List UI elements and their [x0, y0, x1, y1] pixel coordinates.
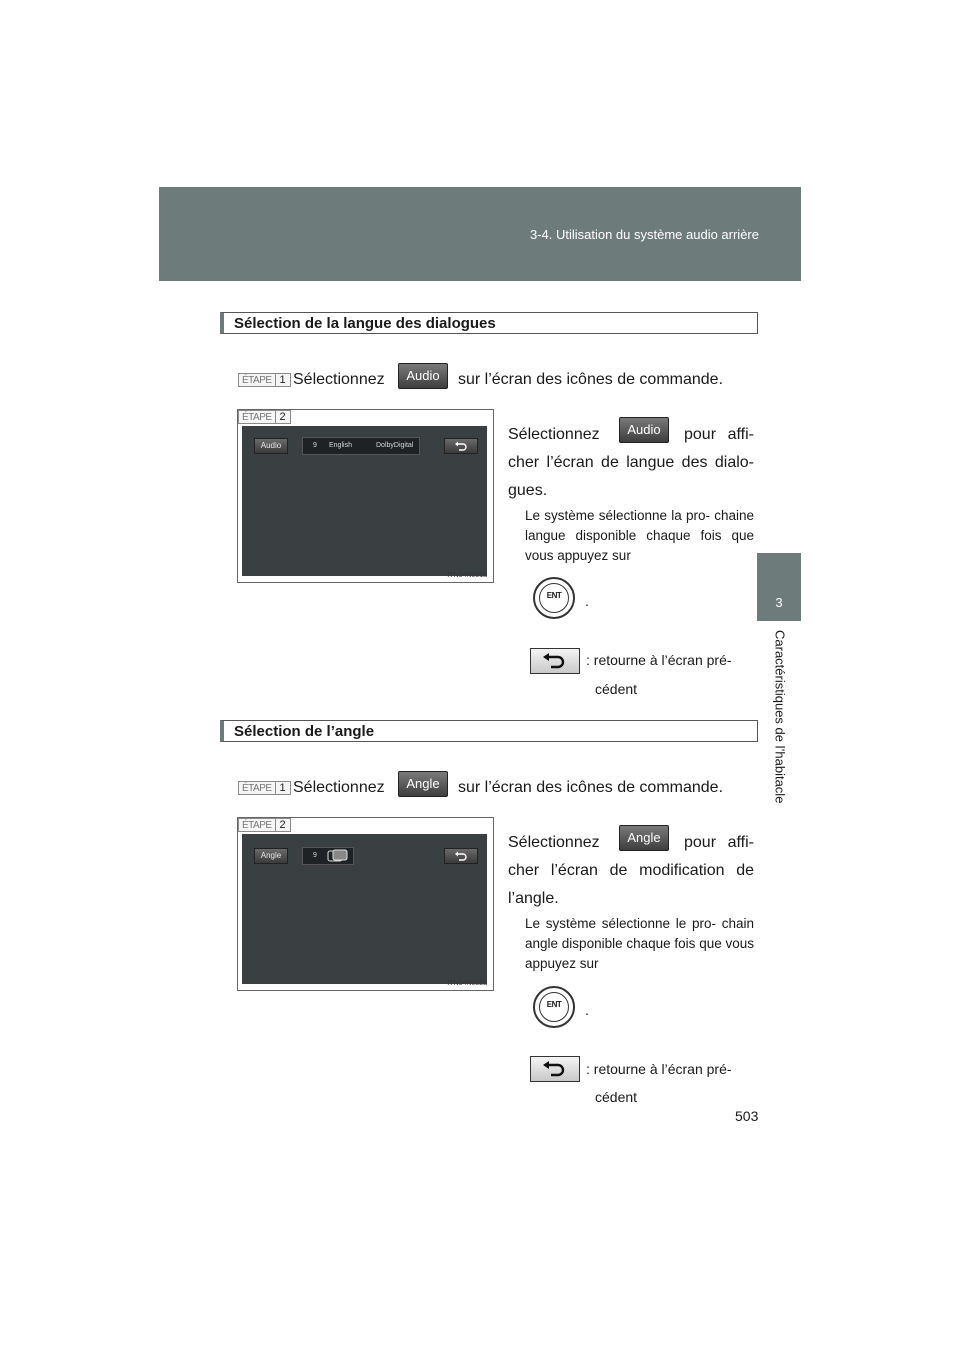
- section-heading-text: Sélection de la langue des dialogues: [234, 315, 496, 332]
- step2-text-before: Sélectionnez: [508, 834, 600, 851]
- step-badge-label: ÉTAPE: [242, 820, 272, 831]
- ent-button-icon: [533, 577, 575, 619]
- angle-note: Le système sélectionne le pro- chain angle disponible chaque fois que vous appuyez sur: [525, 916, 754, 971]
- screen-figure-angle: [237, 817, 494, 991]
- section-heading-text: Sélection de l’angle: [234, 723, 375, 740]
- back-arrow-icon: [455, 851, 467, 861]
- step2-description: pour affi- cher l’écran de langue des dialo- gues.: [508, 426, 754, 499]
- back-description-line1: : retourne à l’écran pré-: [586, 1061, 732, 1077]
- step-badge-number: 2: [275, 411, 290, 423]
- back-description-line2: cédent: [595, 681, 638, 697]
- chapter-header: [159, 187, 801, 281]
- audio-info-bar: [302, 437, 420, 455]
- back-description-line1: : retourne à l’écran pré-: [586, 652, 732, 668]
- camera-angle-icon: [327, 849, 349, 863]
- step1-text-before: Sélectionnez: [293, 371, 385, 388]
- screen-audio-button[interactable]: Audio: [254, 438, 288, 454]
- screen-back-button[interactable]: [444, 848, 478, 864]
- language-note: Le système sélectionne la pro- chaine langue disponible chaque fois que vous appuyez sur: [525, 508, 754, 563]
- chapter-side-label: [762, 630, 798, 830]
- ent-label: ENT: [546, 591, 562, 600]
- sentence-period: .: [585, 1002, 589, 1018]
- screen-figure-language: [237, 409, 494, 583]
- back-arrow-icon: [543, 652, 567, 670]
- ent-button-icon: [533, 986, 575, 1028]
- step2-text-before: Sélectionnez: [508, 426, 600, 443]
- ent-label: ENT: [546, 1000, 562, 1009]
- step-badge-number: 2: [275, 819, 290, 831]
- track-number: 9: [313, 852, 317, 859]
- step-badge-label: ÉTAPE: [242, 783, 272, 794]
- angle-button[interactable]: Angle: [398, 771, 448, 797]
- audio-format-value: DolbyDigital: [376, 442, 414, 449]
- step-badge-number: 1: [275, 782, 290, 794]
- audio-button-step2[interactable]: Audio: [619, 417, 669, 443]
- image-code: ITN34N032a: [447, 980, 487, 987]
- step1-text-before: Sélectionnez: [293, 779, 385, 796]
- step2-description: pour affi- cher l’écran de modification de l’angle.: [508, 834, 754, 907]
- page-number: 503: [735, 1108, 759, 1124]
- track-number: 9: [313, 442, 317, 449]
- step-badge-1: [238, 373, 291, 387]
- language-value: English: [329, 442, 352, 449]
- screen-back-button[interactable]: [444, 438, 478, 454]
- back-button-icon: [530, 648, 580, 674]
- step-badge-2: [238, 410, 291, 424]
- step1-text-after: sur l’écran des icônes de commande.: [458, 371, 724, 388]
- step-badge-label: ÉTAPE: [242, 375, 272, 386]
- step-badge-number: 1: [275, 374, 290, 386]
- back-arrow-icon: [455, 441, 467, 451]
- back-button-icon: [530, 1056, 580, 1082]
- step-badge-1: [238, 781, 291, 795]
- screen-angle-button[interactable]: Angle: [254, 848, 288, 864]
- chapter-tab: [757, 553, 801, 621]
- audio-button[interactable]: Audio: [398, 363, 448, 389]
- step-badge-2: [238, 818, 291, 832]
- section-heading-angle: [220, 720, 758, 742]
- section-title: 3-4. Utilisation du système audio arrière: [529, 227, 759, 242]
- angle-button-step2[interactable]: Angle: [619, 825, 669, 851]
- image-code: ITN34N031a: [447, 572, 487, 579]
- back-arrow-icon: [543, 1060, 567, 1078]
- step-badge-label: ÉTAPE: [242, 412, 272, 423]
- rear-display-screen: [242, 834, 487, 984]
- chapter-side-label-text: Caractéristiques de l’habitacle: [772, 630, 788, 804]
- section-heading-language: [220, 312, 758, 334]
- sentence-period: .: [585, 593, 589, 609]
- back-description-line2: cédent: [595, 1089, 638, 1105]
- angle-info-bar: [302, 847, 354, 865]
- chapter-number: 3: [775, 595, 783, 610]
- rear-display-screen: [242, 426, 487, 576]
- step1-text-after: sur l’écran des icônes de commande.: [458, 779, 724, 796]
